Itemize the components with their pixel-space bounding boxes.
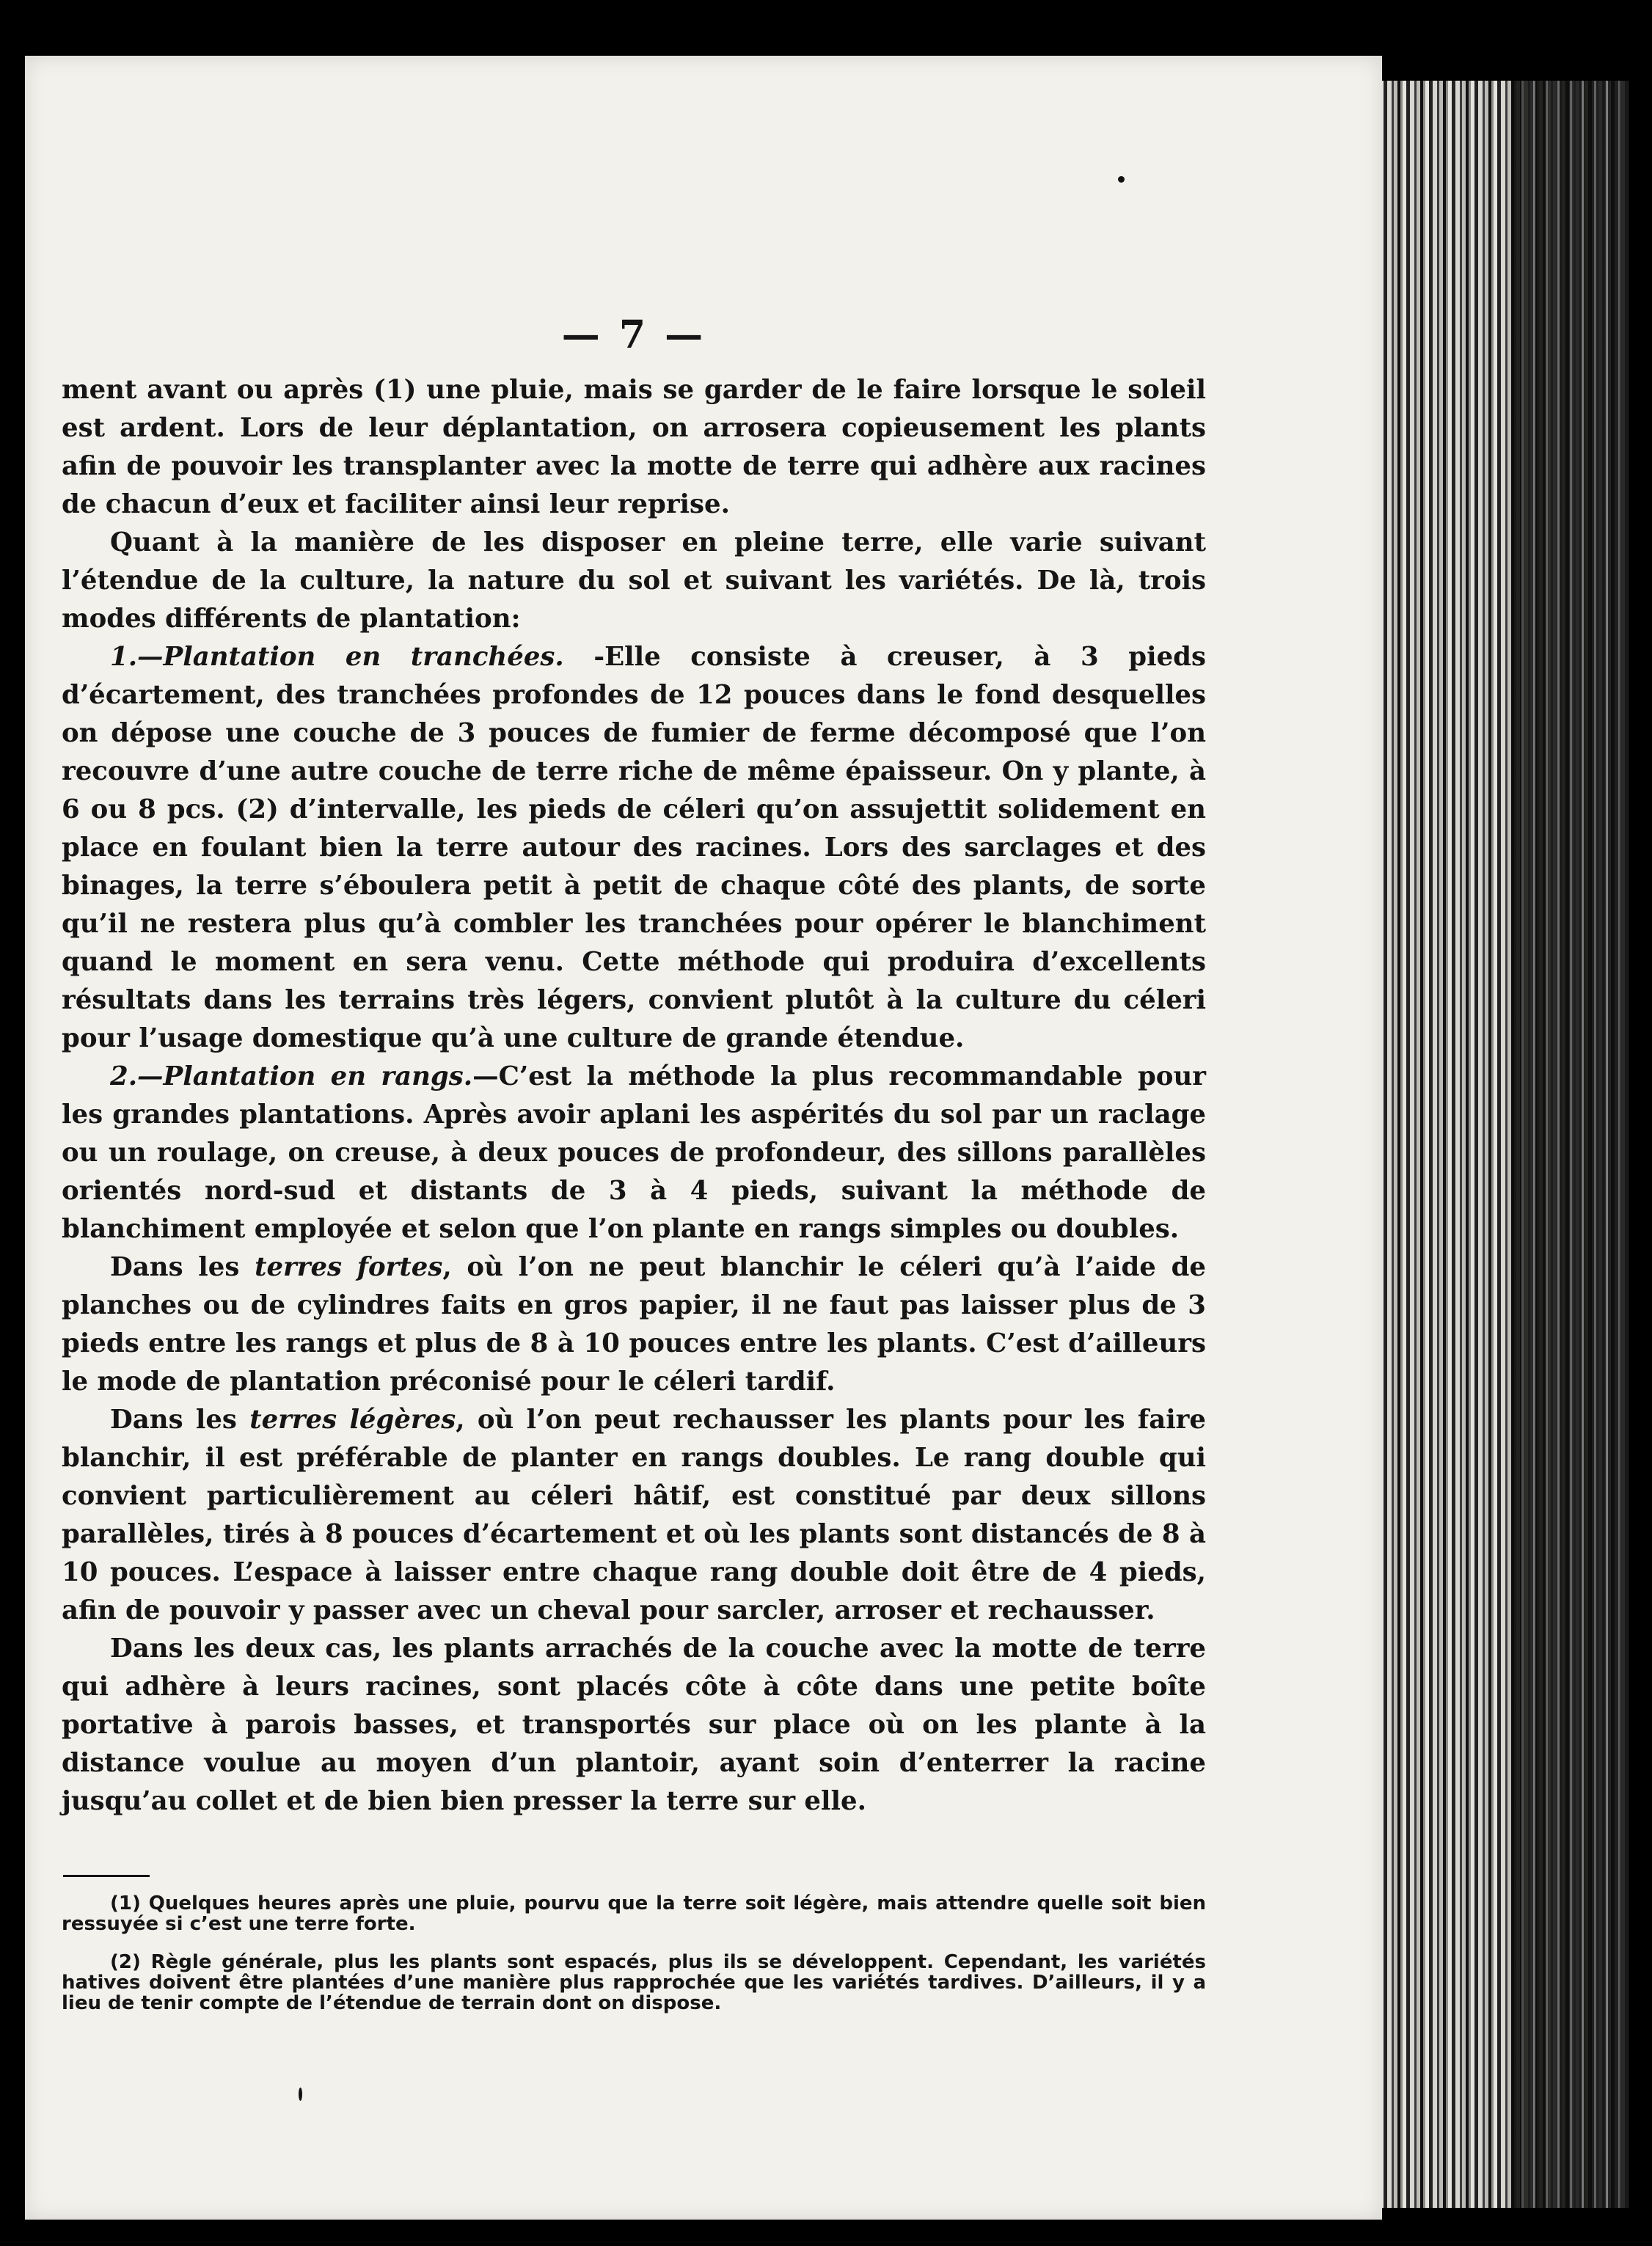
paragraph-text: —C’est la méthode la plus recommandable pour les grandes plantations. Après avoir aplani les aspérités du sol par un raclage ou un roulage, on creuse, à deux pouces de profondeur, des sillons parallèles orientés nord-sud et distants de 3 à 4 pieds, suivant la méthode de blanchiment employée et selon que l’on plante en rangs simples ou doubles. [62,1061,1206,1244]
section-heading: 1.—Plantation en tranchées. [110,642,564,672]
book-page [25,56,1382,2220]
footnote: (1) Quelques heures après une pluie, pourvu que la terre soit légère, mais attendre quelle soit bien ressuyée si c’est une terre forte. [62,1892,1206,1935]
paragraph-trench-planting: 1.—Plantation en tranchées. -Elle consiste à creuser, à 3 pieds d’écartement, des tranchées profondes de 12 pouces dans le fond desquelles on dépose une couche de 3 pouces de fumier de ferme décomposé que l’on recouvre d’une autre couche de terre riche de même épaisseur. On y plante, à 6 ou 8 pcs. (2) d’intervalle, les pieds de céleri qu’on assujettit solidement en place en foulant bien la terre autour des racines. Lors des sarclages et des binages, la terre s’éboulera petit à petit de chaque côté des plants, de sorte qu’il ne restera plus qu’à combler les tranchées pour opérer le blanchiment quand le moment en sera venu. Cette méthode qui produira d’excellents résultats dans les terrains très légers, convient plutôt à la culture du céleri pour l’usage domestique qu’à une culture de grande étendue. [62,642,1206,1053]
footnote: (2) Règle générale, plus les plants sont espacés, plus ils se développent. Cependant, les variétés hatives doivent être plantées d’une manière plus rapprochée que les variétés tardives. D’ailleurs, il y a lieu de tenir compte de l’étendue de terrain dont on dispose. [62,1951,1206,2014]
dust-speck [299,2088,302,2101]
emphasis: terres légères [249,1405,456,1435]
page-number: — 7 — [561,312,706,357]
paragraph-row-planting [62,1058,1206,1248]
footnote-divider [63,1875,150,1877]
paragraph-lead: Dans les [110,1252,255,1282]
footnotes [62,1893,1206,2031]
section-heading: 2.—Plantation en rangs. [110,1061,473,1091]
paragraph: Quant à la manière de les disposer en pleine terre, elle varie suivant l’étendue de la culture, la nature du sol et suivant les variétés. De là, trois modes différents de plantation: [62,527,1206,634]
paragraph: ment avant ou après (1) une pluie, mais se garder de le faire lorsque le soleil est ardent. Lors de leur déplantation, on arrosera copieusement les plants afin de pouvoir les transplanter avec la motte de terre qui adhère aux racines de chacun d’eux et faciliter ainsi leur reprise. [62,375,1206,519]
emphasis: terres fortes [255,1252,443,1282]
paragraph-text: , où l’on peut rechausser les plants pour les faire blanchir, il est préférable de planter en rangs doubles. Le rang double qui convient particulièrement au céleri hâtif, est constitué par deux sillons parallèles, tirés à 8 pouces d’écartement et où les plants sont distancés de 8 à 10 pouces. L’espace à laisser entre chaque rang double doit être de 4 pieds, afin de pouvoir y passer avec un cheval pour sarcler, arroser et rechausser. [62,1405,1206,1625]
paragraph-lead: Dans les [110,1405,250,1435]
paragraph-light-soils [62,1401,1206,1630]
paragraph-text: Elle consiste à creuser, à 3 pieds d’écartement, des tranchées profondes de 12 pouces dans le fond desquelles on dépose une couche de 3 pouces de fumier de ferme décomposé que l’on recouvre d’une autre couche de terre riche de même épaisseur. On y plante, à 6 ou 8 pcs. (2) d’intervalle, les pieds de céleri qu’on assujettit solidement en place en foulant bien la terre autour des racines. Lors des sarclages et des binages, la terre s’éboulera petit à petit de chaque côté des plants, de sorte qu’il ne restera plus qu’à combler les tranchées pour opérer le blanchiment quand le moment en sera venu. Cette méthode qui produira d’excellents résultats dans les terrains très légers, convient plutôt à la culture du céleri pour l’usage domestique qu’à une culture de grande étendue. [62,642,1206,1053]
body-text [62,371,1206,1821]
paragraph-text: , où l’on ne peut blanchir le céleri qu’à l’aide de planches ou de cylindres faits en gros papier, il ne faut pas laisser plus de 3 pieds entre les rangs et plus de 8 à 10 pouces entre les plants. C’est d’ailleurs le mode de plantation préconisé pour le céleri tardif. [62,1252,1206,1397]
paragraph: Dans les deux cas, les plants arrachés de la couche avec la motte de terre qui adhère à leurs racines, sont placés côte à côte dans une petite boîte portative à parois basses, et transportés sur place où on les plante à la distance voulue au moyen d’un plantoir, ayant soin d’enterrer la racine jusqu’au collet et de bien bien presser la terre sur elle. [62,1634,1206,1816]
book-spine-shadow [1511,81,1629,2208]
dust-speck [1118,176,1125,183]
paragraph-heavy-soils [62,1248,1206,1401]
